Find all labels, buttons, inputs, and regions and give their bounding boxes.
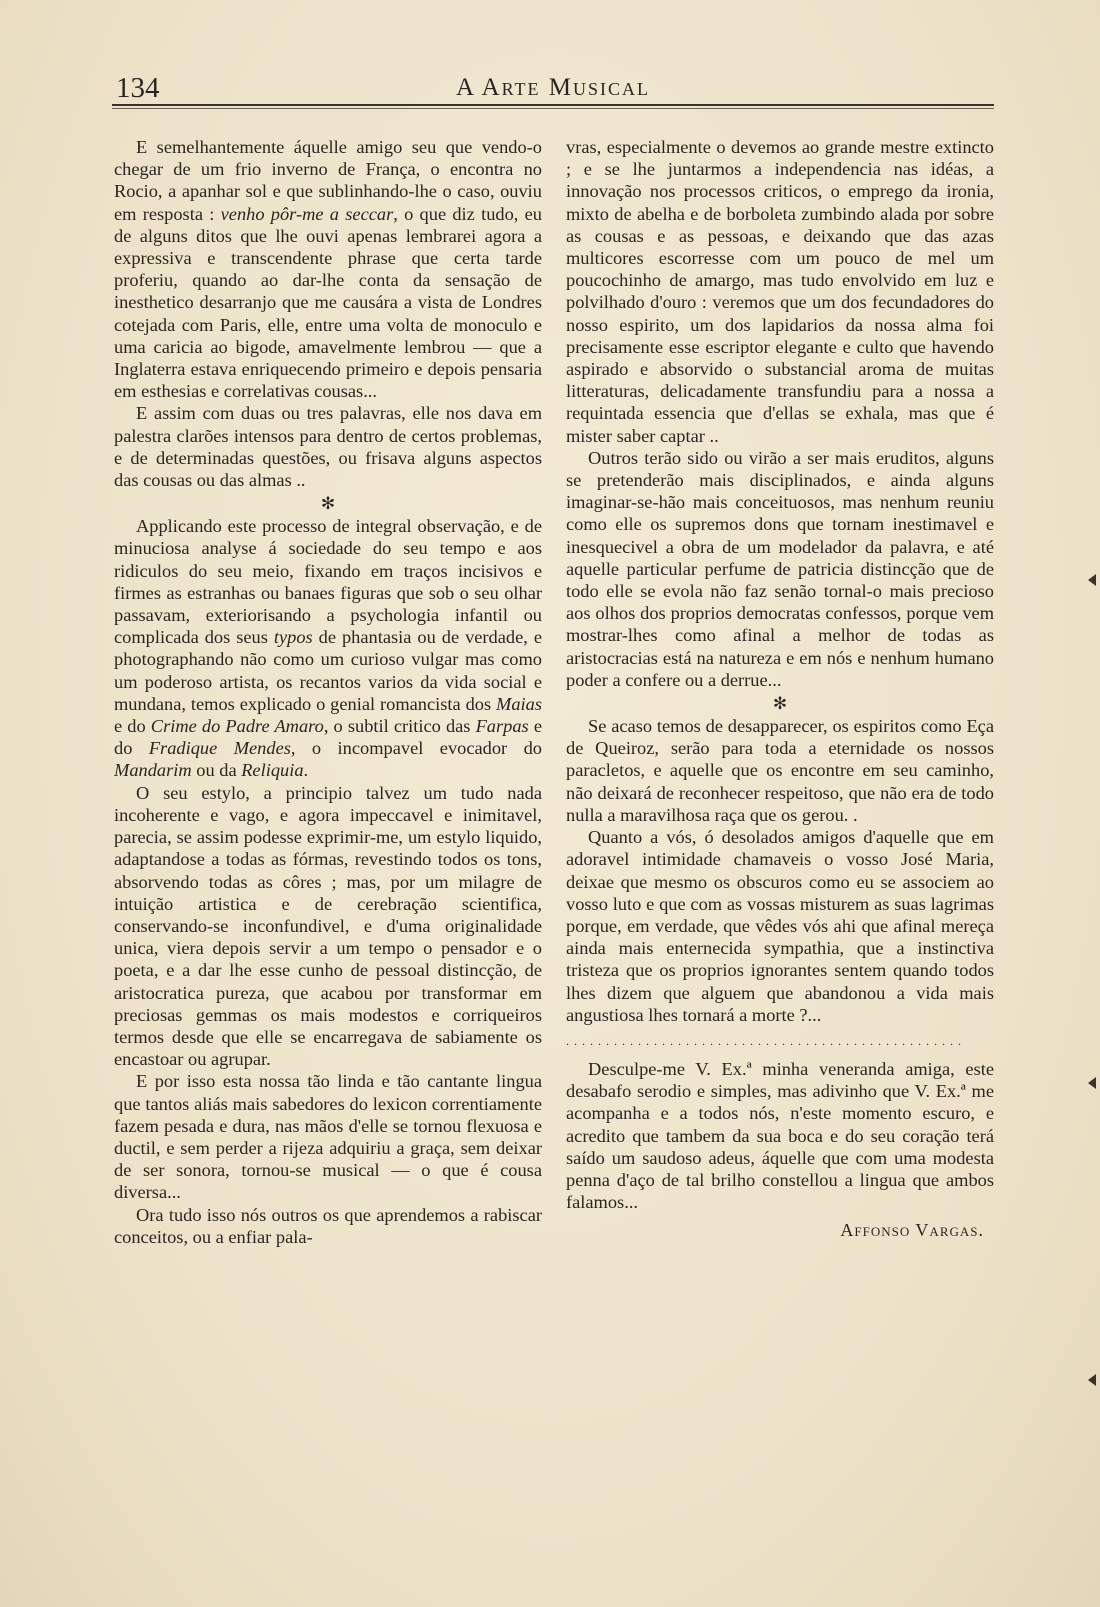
header-rule-thin <box>112 108 994 109</box>
paragraph: Applicando este processo de integral observação, e de minuciosa analyse á sociedade do seu tempo e aos ridiculos do seu meio, fixando em traços incisivos e firmes as estranhas ou banaes figuras que sob o seu olhar passavam, exteriorisando a psychologia infantil ou complicada dos seus typos de phantasia ou de verdade, e photographando não como um curioso vulgar mas como um poderoso artista, os recantos varios da vida social e mundana, temos explicado o genial romancista dos Maias e do Crime do Padre Amaro, o subtil critico das Farpas e do Fradique Mendes, o incompavel evocador do Mandarim ou da Reliquia. <box>114 516 543 781</box>
margin-mark-icon <box>1088 1374 1096 1386</box>
paragraph: Desculpe-me V. Ex.ª minha veneranda amiga, este desabafo serodio e simples, mas adivinho que V. Ex.ª me acompanha e a todos nós, n'este momento escuro, e acredito que tambem da sua boca e do seu coração terá saído um saudoso adeus, áquelle que com uma modesta penna d'aço de tal brilho constellou a lingua que ambos falamos... <box>566 1058 994 1213</box>
paragraph: E semelhantemente áquelle amigo seu que vendo-o chegar de um frio inverno de França, o encontra no Rocio, a apanhar sol e que sublinhando-lhe o caso, ouviu em resposta : venho pôr-me a seccar, o que diz tudo, eu de alguns ditos que lhe ouvi apenas lembrarei agora a expressiva e transcendente phrase que certa tarde proferiu, quando ao dar-lhe conta da sensação de inesthetico desarranjo que me causára a vista de Londres cotejada com Paris, elle, entre uma volta de monoculo e uma caricia ao bigode, amavelmente lembrou — que a Inglaterra estava enriquecendo primeiro e depois pensaria em esthesias e correlativas cousas... <box>114 137 542 402</box>
header-rule <box>112 104 994 106</box>
paragraph: E por isso esta nossa tão linda e tão cantante lingua que tantos aliás mais sabedores do lexicon correntiamente fazem pesada e dura, nas mãos d'elle se tornou flexuosa e ductil, e sem perder a rijeza adquiriu a graça, sem deixar de ser sonora, tornou-se musical — o que é cousa diversa... <box>114 1071 542 1203</box>
left-column <box>114 136 542 1248</box>
page-number: 134 <box>116 72 160 104</box>
right-column <box>566 136 994 1242</box>
dotted-separator: . . . . . . . . . . . . . . . . . . . . . . . . . . . . . . . . . . . . . . . . . . . . . . . . . . <box>566 1033 962 1048</box>
running-title: A Arte Musical <box>456 74 650 101</box>
author-signature: Affonso Vargas. <box>840 1220 984 1241</box>
paragraph: Se acaso temos de desapparecer, os espiritos como Eça de Queiroz, serão para toda a eternidade os nossos paracletos, e aquelle que os encontre em seu caminho, não deixará de reconhecer respeitoso, que não era de todo nulla a maravilhosa raça que os gerou. . <box>566 716 994 825</box>
page-header <box>112 68 994 104</box>
paragraph: Quanto a vós, ó desolados amigos d'aquelle que em adoravel intimidade chamaveis o vosso José Maria, deixae que mesmo os obscuros como eu se associem ao vosso luto e que com as vossas misturem as suas lagrimas porque, em verdade, que vêdes vós ahi que afinal mereça ainda mais enternecida sympathia, que a instinctiva tristeza que os proprios ignorantes sentem quando todos lhes dizem que alguem que abandonou a vida mais angustiosa lhes tornará a morte ?... <box>566 827 994 1025</box>
section-asterism: ✻ <box>320 494 336 514</box>
paragraph: E assim com duas ou tres palavras, elle nos dava em palestra clarões intensos para dentro de certos problemas, e de determinadas questões, ou frisava alguns aspectos das cousas ou das almas .. <box>114 403 542 491</box>
paragraph: Ora tudo isso nós outros os que aprendemos a rabiscar conceitos, ou a enfiar pala- <box>114 1204 542 1247</box>
paragraph: O seu estylo, a principio talvez um tudo nada incoherente e vago, e agora impeccavel e inimitavel, parecia, se assim podesse exprimir-me, um estylo liquido, adaptandose a todas as fórmas, revestindo todos os tons, absorvendo todas as côres ; mas, por um milagre de intuição artistica e de cerebração scientifica, conservando-se inconfundivel, e d'uma originalidade unica, viera depois servir a um tempo o pensador e o poeta, e a dar lhe esse cunho de pessoal distincção, de aristocratica pureza, que acabou por transformar em preciosas gemmas os mais modestos e corriqueiros termos desde que elle se encarregava de sabiamente os encastoar ou agrupar. <box>114 782 542 1070</box>
section-asterism: ✻ <box>772 694 788 714</box>
paragraph: Outros terão sido ou virão a ser mais eruditos, alguns se pretenderão mais disciplinados, e ainda alguns imaginar-se-hão mais conceituosos, mas nenhum reuniu como elle os supremos dons que tornam inestimavel e inesquecivel a obra de um modelador da palavra, e até aquelle particular perfume de patricia distincção que de todo elle se evola não faz senão tornal-o mais precioso aos olhos dos proprios democratas confessos, porque vem mostrar-lhes como afinal a melhor de todas as aristocracias está na natureza e em nós e nenhum humano poder a confere ou a derrue... <box>566 447 994 690</box>
paragraph: vras, especialmente o devemos ao grande mestre extincto ; e se lhe juntarmos a independencia nas idéas, a innovação nos processos criticos, o emprego da ironia, mixto de abelha e de borboleta zumbindo alada por sobre as cousas e as pessoas, e deixando que das azas multicores escorresse com um pouco de mel um poucochinho de amargo, mas tudo envolvido em luz e polvilhado d'ouro : veremos que um dos fecundadores do nosso espirito, um dos lapidarios da nossa alma foi precisamente esse escriptor elegante e culto que havendo aspirado e absorvido o substancial aroma de muitas litteraturas, delicadamente transfundiu para a nossa a requintada essencia que d'ellas se exhala, mas que é mister saber captar .. <box>566 137 994 446</box>
margin-mark-icon <box>1088 574 1096 586</box>
margin-mark-icon <box>1088 1077 1096 1089</box>
